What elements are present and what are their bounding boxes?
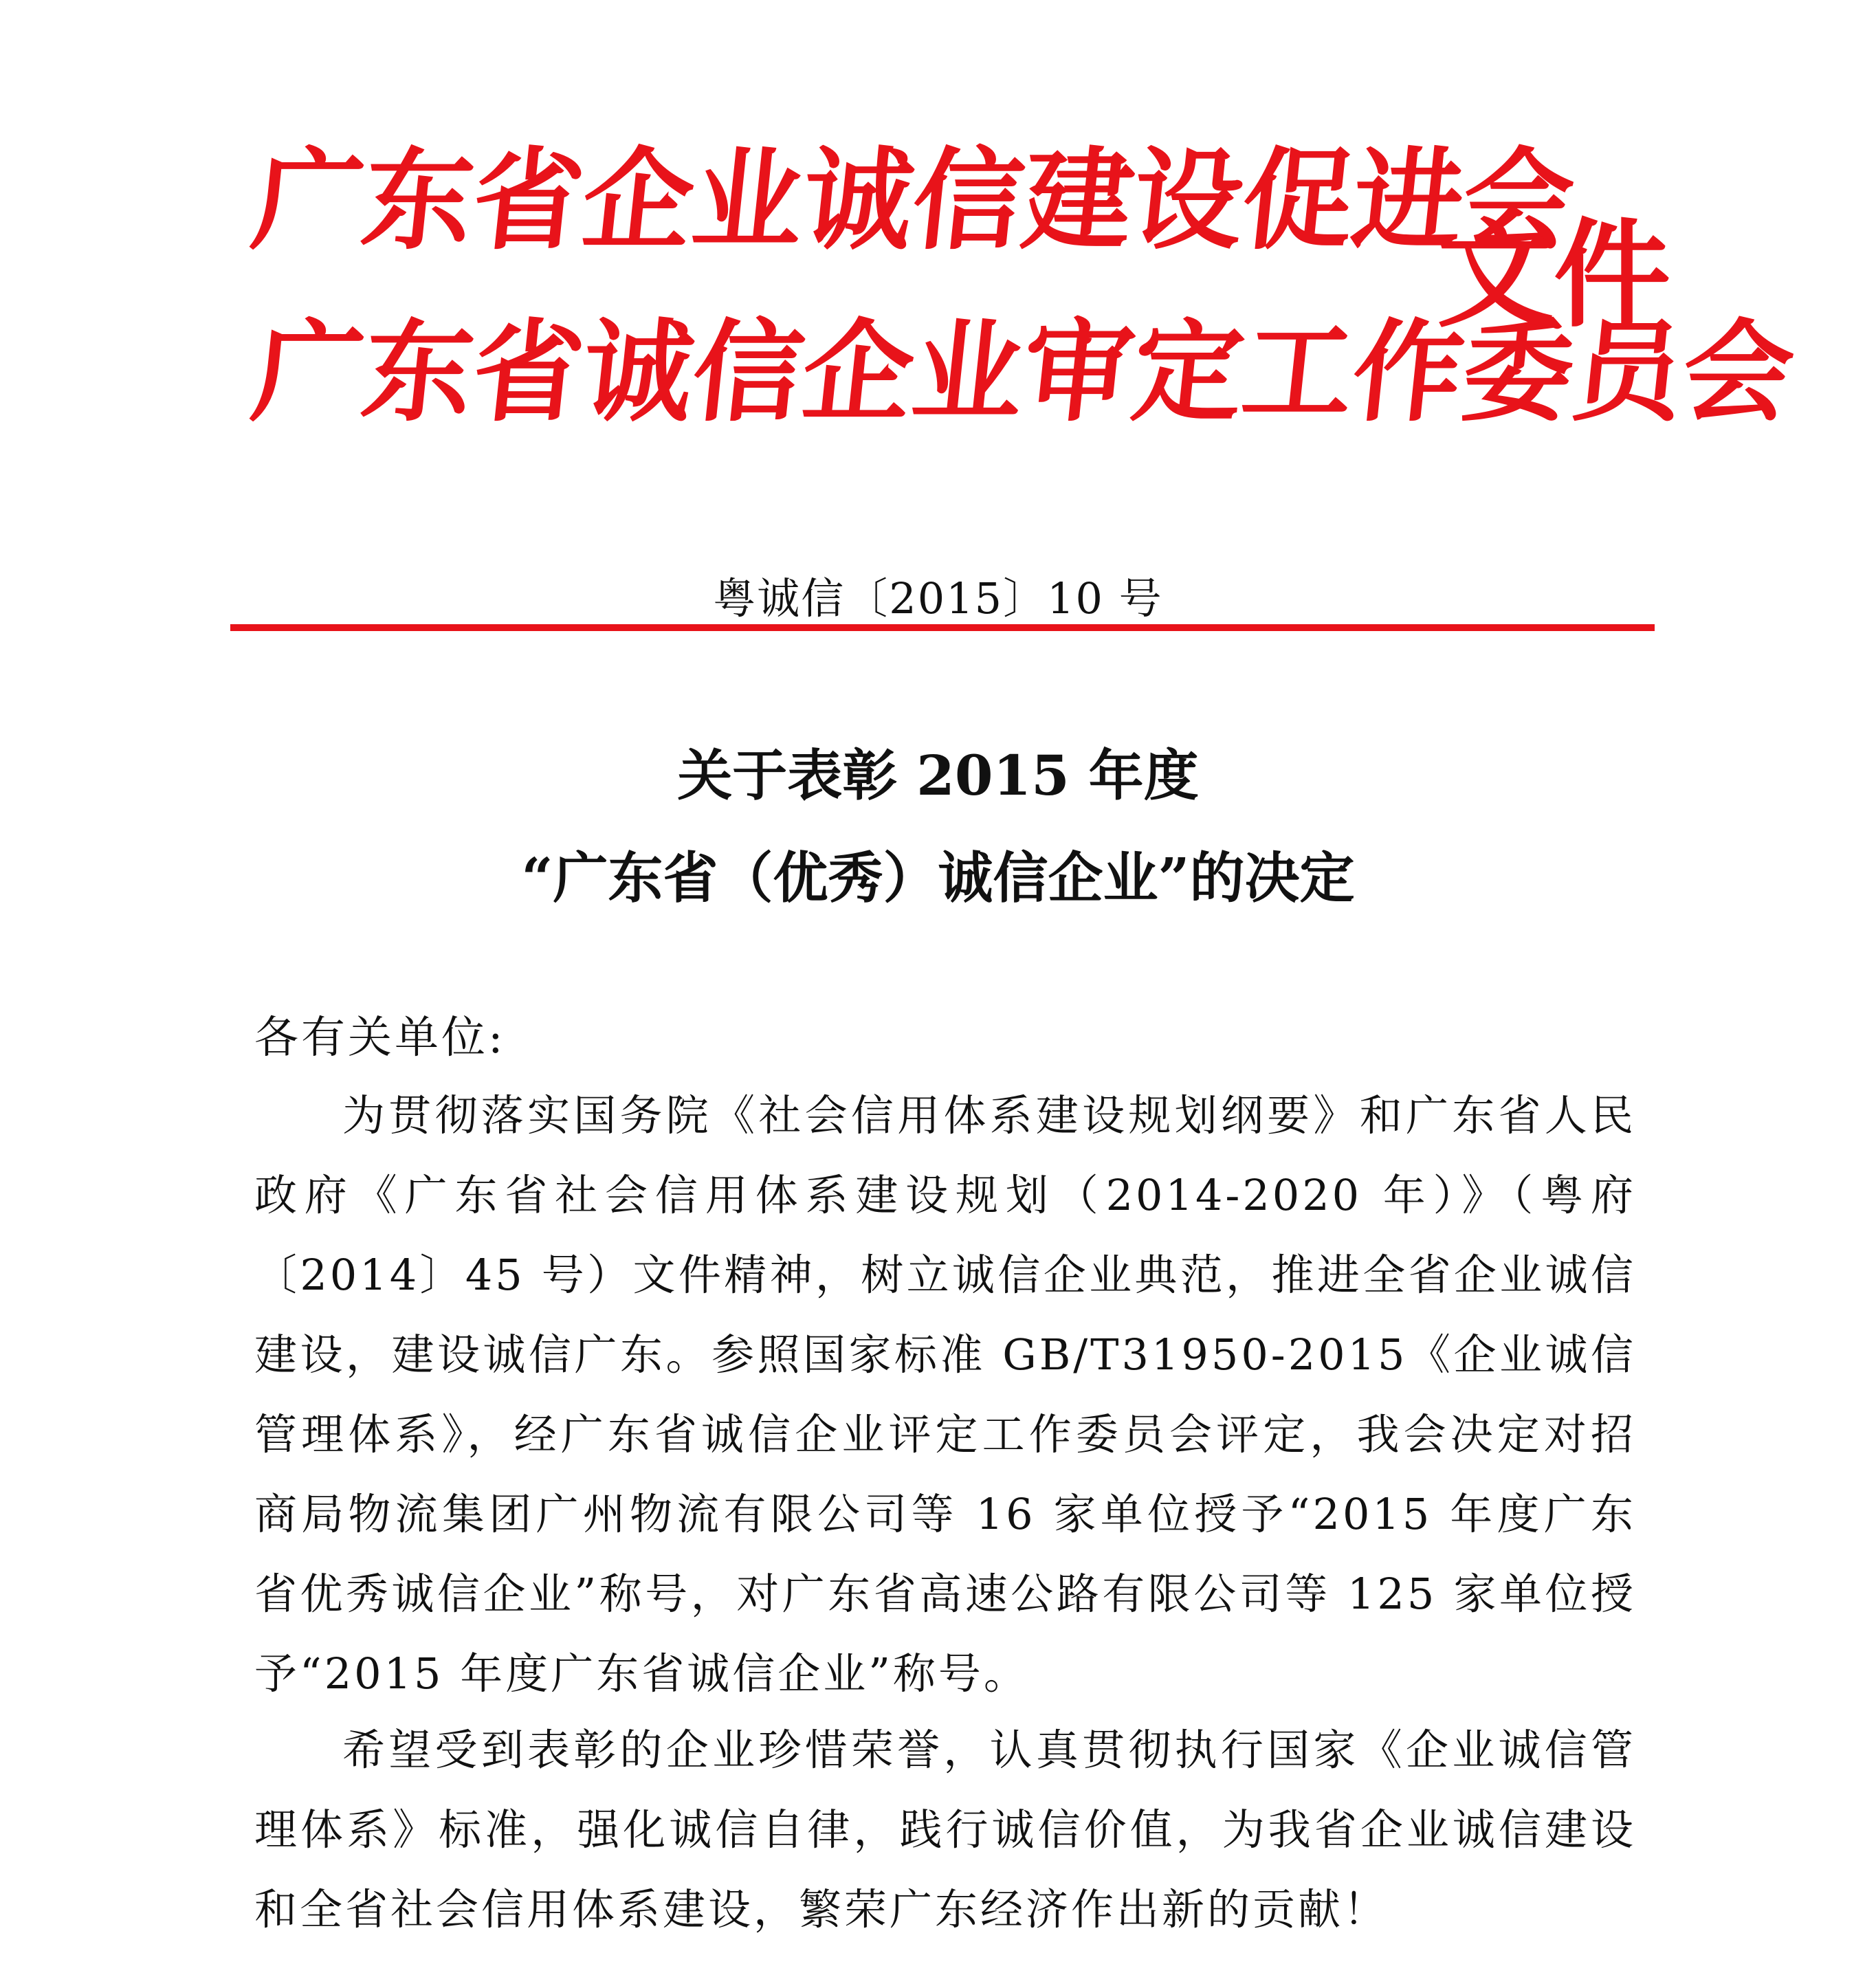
document-title-line-2: “广东省（优秀）诚信企业”的决定 [521, 846, 1355, 910]
document-title-line-1: 关于表彰 2015 年度 [677, 743, 1199, 808]
salutation: 各有关单位: [254, 1013, 506, 1063]
letterhead-doc-type: 文件 [1437, 206, 1671, 344]
document-number: 粤诚信〔2015〕10 号 [713, 573, 1163, 624]
body-paragraph-2: 希望受到表彰的企业珍惜荣誉，认真贯彻执行国家《企业诚信管理体系》标准，强化诚信自律，践行诚信价值，为我省企业诚信建设和全省社会信用体系建设，繁荣广东经济作出新的贡献！ [254, 1725, 1636, 1934]
red-divider-line [230, 624, 1655, 631]
letterhead-org-line-1: 广东省企业诚信建设促进会 [246, 136, 1580, 265]
letterhead-org-line-2: 广东省诚信企业审定工作委员会 [246, 308, 1800, 437]
body-paragraph-1: 为贯彻落实国务院《社会信用体系建设规划纲要》和广东省人民政府《广东省社会信用体系建设规划（2014-2020 年）》（粤府〔2014〕45 号）文件精神，树立诚信企业典范，推进全省企业诚信建设，建设诚信广东。参照国家标准 GB/T31950-2015《企业诚信管理体系》，经广东省诚信企业评定工作委员会评定，我会决定对招商局物流集团广州物流有限公司等 16 家单位授予“2015 年度广东省优秀诚信企业”称号，对广东省高速公路有限公司等 125 家单位授予“2015 年度广东省诚信企业”称号。 [254, 1090, 1636, 1699]
